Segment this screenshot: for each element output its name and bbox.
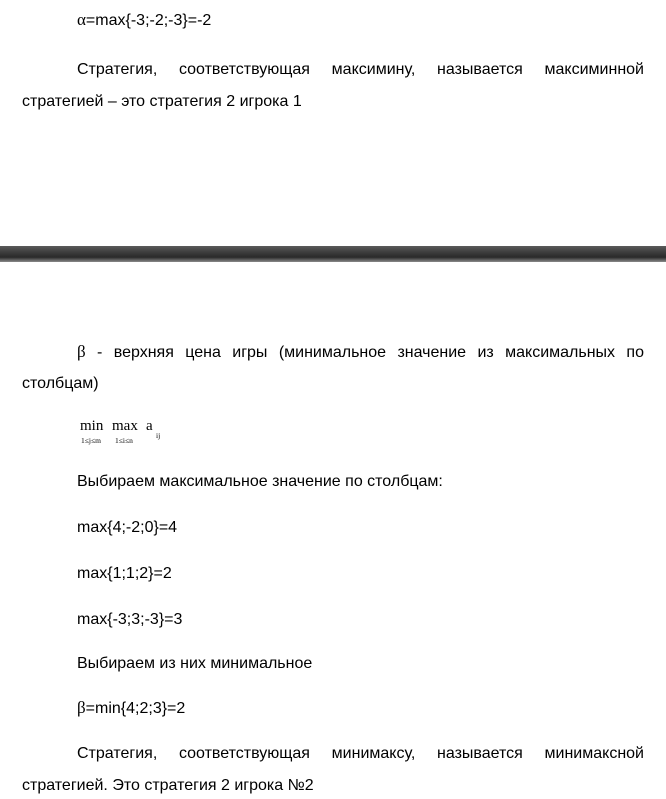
beta-definition-line-2: столбцам) [22, 375, 99, 392]
minimax-formula [80, 417, 200, 457]
max-row-2: max{1;1;2}=2 [77, 565, 172, 582]
formula-a-subscript: ij [156, 431, 161, 440]
document-page-2 [0, 262, 666, 799]
document-page-1 [0, 0, 666, 246]
alpha-formula: =max{-3;-2;-3}=-2 [85, 12, 212, 29]
minimax-strategy-line-1: Стратегия, соответствующая минимаксу, называется минимаксной [77, 745, 644, 762]
minimax-strategy-line-2: стратегией. Это стратегия 2 игрока №2 [22, 777, 314, 794]
beta-formula: =min{4;2;3}=2 [85, 700, 186, 717]
formula-max: max [112, 418, 138, 434]
strategy-paragraph-line-1: Стратегия, соответствующая максимину, называется максиминной [77, 61, 644, 78]
alpha-symbol: α [77, 10, 86, 29]
beta-formula-line [77, 698, 644, 719]
beta-formula-symbol: β [77, 698, 86, 717]
strategy-paragraph-line-2: стратегией – это стратегия 2 игрока 1 [22, 93, 302, 110]
beta-symbol: β [77, 342, 86, 361]
choose-max-text: Выбираем максимальное значение по столбцам: [77, 473, 443, 490]
page-divider [0, 246, 666, 262]
max-row-1: max{4;-2;0}=4 [77, 519, 178, 536]
choose-min-text: Выбираем из них минимальное [77, 655, 313, 672]
formula-max-subscript: 1≤i≤n [115, 436, 133, 445]
beta-definition-line-1 [77, 342, 644, 363]
formula-min: min [80, 418, 104, 434]
formula-a: a [146, 418, 153, 434]
max-row-3: max{-3;3;-3}=3 [77, 611, 183, 628]
beta-definition-text: - верхняя цена игры (минимальное значение из максимальных по [85, 344, 644, 361]
alpha-formula-line [77, 10, 644, 31]
formula-min-subscript: 1≤j≤m [81, 436, 101, 445]
